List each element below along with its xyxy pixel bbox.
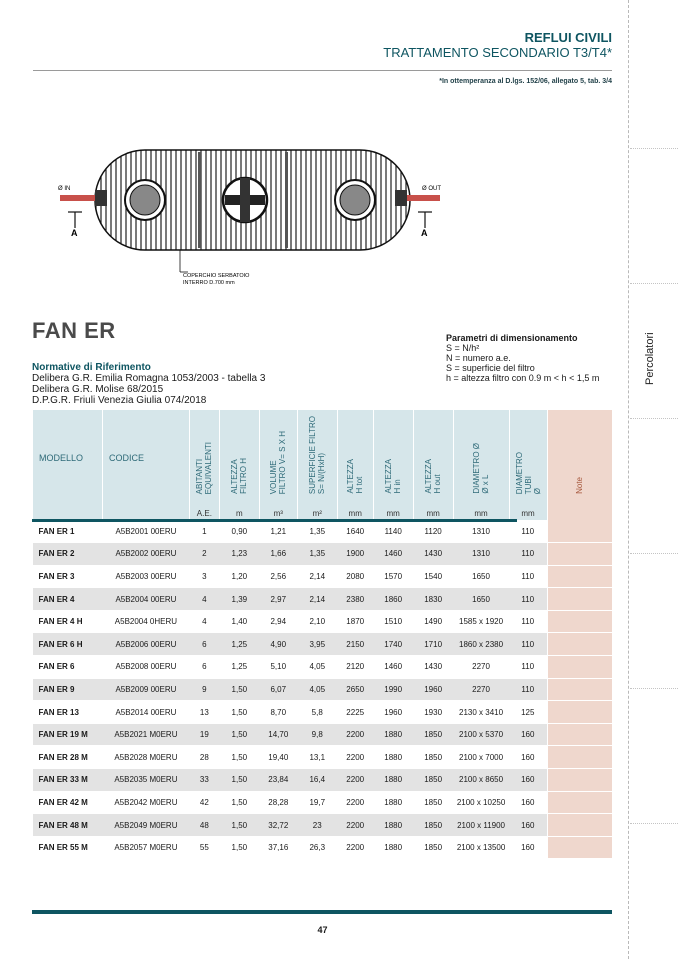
- value-cell: 1120: [413, 520, 453, 543]
- note-cell: [547, 814, 612, 837]
- col-header-model: MODELLO: [33, 410, 103, 506]
- col-header-filter-height: ALTEZZA FILTRO H: [219, 410, 259, 506]
- value-cell: 1,25: [219, 656, 259, 679]
- value-cell: 6: [189, 633, 219, 656]
- value-cell: 6: [189, 656, 219, 679]
- value-cell: 1930: [413, 701, 453, 724]
- code-cell: A5B2028 M0ERU: [102, 746, 189, 769]
- note-cell: [547, 633, 612, 656]
- table-row: [33, 588, 613, 611]
- value-cell: 2270: [453, 678, 509, 701]
- value-cell: 55: [189, 836, 219, 859]
- value-cell: 13,1: [297, 746, 337, 769]
- col-header-h-out: ALTEZZA H out: [413, 410, 453, 506]
- table-row: [33, 814, 613, 837]
- value-cell: 19,40: [259, 746, 297, 769]
- side-margin-line: [628, 0, 629, 959]
- value-cell: 1140: [373, 520, 413, 543]
- value-cell: 16,4: [297, 769, 337, 792]
- cover-depth-label: INTERRO D.700 mm: [183, 280, 235, 286]
- value-cell: 2200: [337, 836, 373, 859]
- value-cell: 1,35: [297, 543, 337, 566]
- note-cell: [547, 543, 612, 566]
- value-cell: 4: [189, 588, 219, 611]
- side-divider: [630, 553, 678, 554]
- value-cell: 1,50: [219, 678, 259, 701]
- section-subtitle: TRATTAMENTO SECONDARIO T3/T4*: [383, 45, 612, 60]
- col-header-inhabitants: ABITANTI EQUIVALENTI: [189, 410, 219, 506]
- value-cell: 1,66: [259, 543, 297, 566]
- value-cell: 1,35: [297, 520, 337, 543]
- value-cell: 42: [189, 791, 219, 814]
- value-cell: 4,05: [297, 656, 337, 679]
- value-cell: 4: [189, 610, 219, 633]
- value-cell: 2130 x 3410: [453, 701, 509, 724]
- value-cell: 2,10: [297, 610, 337, 633]
- value-cell: 13: [189, 701, 219, 724]
- value-cell: 1860 x 2380: [453, 633, 509, 656]
- col-header-volume: VOLUME FILTRO V= S X H: [259, 410, 297, 506]
- value-cell: 2200: [337, 814, 373, 837]
- table-row: [33, 633, 613, 656]
- value-cell: 1,39: [219, 588, 259, 611]
- table-row: [33, 610, 613, 633]
- section-label-right: A: [421, 228, 428, 238]
- value-cell: 28,28: [259, 791, 297, 814]
- value-cell: 160: [509, 791, 547, 814]
- code-cell: A5B2009 00ERU: [102, 678, 189, 701]
- section-title: REFLUI CIVILI: [524, 30, 612, 45]
- cover-label: COPERCHIO SERBATOIO: [183, 273, 250, 279]
- code-cell: A5B2014 00ERU: [102, 701, 189, 724]
- value-cell: 110: [509, 656, 547, 679]
- value-cell: 1960: [373, 701, 413, 724]
- unit-cell: m: [219, 506, 259, 520]
- value-cell: 8,70: [259, 701, 297, 724]
- value-cell: 2100 x 10250: [453, 791, 509, 814]
- specifications-table: [32, 410, 612, 859]
- unit-cell: [547, 506, 612, 520]
- value-cell: 2: [189, 543, 219, 566]
- code-cell: A5B2049 M0ERU: [102, 814, 189, 837]
- code-cell: A5B2004 0HERU: [102, 610, 189, 633]
- value-cell: 1,50: [219, 746, 259, 769]
- value-cell: 1570: [373, 565, 413, 588]
- unit-cell: mm: [509, 506, 547, 520]
- value-cell: 110: [509, 678, 547, 701]
- model-cell: FAN ER 55 M: [33, 836, 103, 859]
- value-cell: 110: [509, 543, 547, 566]
- central-manhole: [223, 178, 267, 222]
- col-header-note: Note: [547, 410, 612, 506]
- standards-title: Normative di Riferimento: [32, 362, 151, 373]
- value-cell: 1,50: [219, 723, 259, 746]
- value-cell: 1880: [373, 814, 413, 837]
- outlet-pipe: [395, 190, 440, 206]
- value-cell: 1540: [413, 565, 453, 588]
- value-cell: 1850: [413, 769, 453, 792]
- outlet-manhole: [335, 180, 375, 220]
- note-cell: [547, 520, 612, 543]
- value-cell: 26,3: [297, 836, 337, 859]
- value-cell: 33: [189, 769, 219, 792]
- unit-cell: m³: [259, 506, 297, 520]
- value-cell: 28: [189, 746, 219, 769]
- table-row: [33, 678, 613, 701]
- note-cell: [547, 769, 612, 792]
- code-cell: A5B2006 00ERU: [102, 633, 189, 656]
- value-cell: 2120: [337, 656, 373, 679]
- value-cell: 110: [509, 520, 547, 543]
- value-cell: 2100 x 8650: [453, 769, 509, 792]
- model-cell: FAN ER 28 M: [33, 746, 103, 769]
- value-cell: 1,40: [219, 610, 259, 633]
- model-cell: FAN ER 1: [33, 520, 103, 543]
- note-cell: [547, 746, 612, 769]
- value-cell: 160: [509, 746, 547, 769]
- side-divider: [630, 148, 678, 149]
- parameter-line: S = superficie del filtro: [446, 363, 535, 373]
- value-cell: 160: [509, 814, 547, 837]
- col-header-code: CODICE: [102, 410, 189, 506]
- value-cell: 1460: [373, 656, 413, 679]
- table-row: [33, 791, 613, 814]
- value-cell: 2200: [337, 746, 373, 769]
- value-cell: 110: [509, 588, 547, 611]
- value-cell: 1880: [373, 791, 413, 814]
- value-cell: 1310: [453, 520, 509, 543]
- unit-cell: mm: [337, 506, 373, 520]
- regulation-note: *In ottemperanza al D.lgs. 152/06, allegato 5, tab. 3/4: [439, 78, 612, 85]
- value-cell: 1850: [413, 814, 453, 837]
- model-cell: FAN ER 48 M: [33, 814, 103, 837]
- value-cell: 2100 x 7000: [453, 746, 509, 769]
- value-cell: 160: [509, 769, 547, 792]
- side-category-label: Percolatori: [644, 332, 656, 385]
- parameters-title: Parametri di dimensionamento: [446, 333, 578, 343]
- note-cell: [547, 678, 612, 701]
- value-cell: 1,50: [219, 836, 259, 859]
- table-header-bar: [32, 519, 517, 522]
- value-cell: 3: [189, 565, 219, 588]
- table-row: [33, 543, 613, 566]
- model-cell: FAN ER 19 M: [33, 723, 103, 746]
- model-cell: FAN ER 2: [33, 543, 103, 566]
- note-cell: [547, 723, 612, 746]
- value-cell: 19,7: [297, 791, 337, 814]
- value-cell: 2270: [453, 656, 509, 679]
- model-cell: FAN ER 9: [33, 678, 103, 701]
- code-cell: A5B2004 00ERU: [102, 588, 189, 611]
- parameter-line: h = altezza filtro con 0.9 m < h < 1,5 m: [446, 373, 600, 383]
- value-cell: 1,21: [259, 520, 297, 543]
- value-cell: 125: [509, 701, 547, 724]
- model-cell: FAN ER 33 M: [33, 769, 103, 792]
- value-cell: 160: [509, 836, 547, 859]
- col-header-surface: SUPERFICIE FILTRO S= N/(HxH): [297, 410, 337, 506]
- value-cell: 1880: [373, 746, 413, 769]
- value-cell: 1650: [453, 565, 509, 588]
- table-row: [33, 723, 613, 746]
- standard-line: D.P.G.R. Friuli Venezia Giulia 074/2018: [32, 395, 207, 406]
- page-number: 47: [317, 925, 328, 935]
- code-cell: A5B2003 00ERU: [102, 565, 189, 588]
- value-cell: 1850: [413, 746, 453, 769]
- unit-cell: A.E.: [189, 506, 219, 520]
- value-cell: 23: [297, 814, 337, 837]
- table-row: [33, 836, 613, 859]
- side-divider: [630, 418, 678, 419]
- code-cell: A5B2021 M0ERU: [102, 723, 189, 746]
- note-cell: [547, 836, 612, 859]
- parameter-line: N = numero a.e.: [446, 353, 511, 363]
- value-cell: 5,10: [259, 656, 297, 679]
- value-cell: 4,05: [297, 678, 337, 701]
- inlet-label: Ø IN: [58, 186, 71, 192]
- model-cell: FAN ER 4: [33, 588, 103, 611]
- standard-line: Delibera G.R. Emilia Romagna 1053/2003 - tabella 3: [32, 373, 266, 384]
- side-divider: [630, 823, 678, 824]
- value-cell: 1870: [337, 610, 373, 633]
- value-cell: 1860: [373, 588, 413, 611]
- code-cell: A5B2008 00ERU: [102, 656, 189, 679]
- unit-cell: mm: [453, 506, 509, 520]
- model-cell: FAN ER 6: [33, 656, 103, 679]
- note-cell: [547, 656, 612, 679]
- value-cell: 2225: [337, 701, 373, 724]
- value-cell: 2380: [337, 588, 373, 611]
- code-cell: A5B2002 00ERU: [102, 543, 189, 566]
- table-row: [33, 565, 613, 588]
- value-cell: 1510: [373, 610, 413, 633]
- col-header-pipe-diameter: DIAMETRO TUBI Ø: [509, 410, 547, 506]
- sizing-parameters: [446, 333, 599, 383]
- outlet-label: Ø OUT: [422, 186, 441, 192]
- value-cell: 2650: [337, 678, 373, 701]
- col-header-diameter: DIAMETRO Ø Ø x L: [453, 410, 509, 506]
- value-cell: 1710: [413, 633, 453, 656]
- unit-cell: mm: [373, 506, 413, 520]
- model-cell: FAN ER 4 H: [33, 610, 103, 633]
- value-cell: 1990: [373, 678, 413, 701]
- code-cell: A5B2001 00ERU: [102, 520, 189, 543]
- value-cell: 2,94: [259, 610, 297, 633]
- value-cell: 1310: [453, 543, 509, 566]
- model-cell: FAN ER 6 H: [33, 633, 103, 656]
- value-cell: 1960: [413, 678, 453, 701]
- value-cell: 23,84: [259, 769, 297, 792]
- value-cell: 160: [509, 723, 547, 746]
- value-cell: 2,97: [259, 588, 297, 611]
- value-cell: 110: [509, 565, 547, 588]
- standard-line: Delibera G.R. Molise 68/2015: [32, 384, 164, 395]
- note-cell: [547, 565, 612, 588]
- value-cell: 2,56: [259, 565, 297, 588]
- value-cell: 1,50: [219, 701, 259, 724]
- value-cell: 1430: [413, 656, 453, 679]
- value-cell: 1880: [373, 723, 413, 746]
- value-cell: 1,50: [219, 769, 259, 792]
- table-row: [33, 656, 613, 679]
- value-cell: 1850: [413, 836, 453, 859]
- value-cell: 2080: [337, 565, 373, 588]
- value-cell: 1490: [413, 610, 453, 633]
- side-divider: [630, 283, 678, 284]
- value-cell: 1830: [413, 588, 453, 611]
- section-label-left: A: [71, 228, 78, 238]
- value-cell: 2100 x 13500: [453, 836, 509, 859]
- value-cell: 1850: [413, 723, 453, 746]
- value-cell: 1430: [413, 543, 453, 566]
- value-cell: 2,14: [297, 588, 337, 611]
- value-cell: 9,8: [297, 723, 337, 746]
- value-cell: 5,8: [297, 701, 337, 724]
- code-cell: A5B2057 M0ERU: [102, 836, 189, 859]
- value-cell: 14,70: [259, 723, 297, 746]
- header-divider: [33, 70, 612, 71]
- value-cell: 2100 x 11900: [453, 814, 509, 837]
- model-cell: FAN ER 13: [33, 701, 103, 724]
- value-cell: 110: [509, 610, 547, 633]
- value-cell: 1880: [373, 836, 413, 859]
- code-cell: A5B2042 M0ERU: [102, 791, 189, 814]
- value-cell: 1460: [373, 543, 413, 566]
- value-cell: 4,90: [259, 633, 297, 656]
- table-row: [33, 520, 613, 543]
- note-cell: [547, 791, 612, 814]
- value-cell: 0,90: [219, 520, 259, 543]
- value-cell: 19: [189, 723, 219, 746]
- inlet-manhole: [125, 180, 165, 220]
- model-cell: FAN ER 42 M: [33, 791, 103, 814]
- reference-standards: [32, 362, 265, 406]
- unit-cell: [33, 506, 103, 520]
- parameter-line: S = N/h²: [446, 343, 480, 353]
- value-cell: 32,72: [259, 814, 297, 837]
- value-cell: 6,07: [259, 678, 297, 701]
- table-row: [33, 769, 613, 792]
- value-cell: 48: [189, 814, 219, 837]
- footer-bar: [32, 910, 612, 914]
- value-cell: 1,23: [219, 543, 259, 566]
- inlet-pipe: [60, 190, 107, 206]
- value-cell: 2200: [337, 791, 373, 814]
- value-cell: 2150: [337, 633, 373, 656]
- product-title: FAN ER: [32, 318, 116, 343]
- side-divider: [630, 688, 678, 689]
- table-row: [33, 701, 613, 724]
- table-row: [33, 746, 613, 769]
- col-header-h-tot: ALTEZZA H tot: [337, 410, 373, 506]
- value-cell: 1650: [453, 588, 509, 611]
- col-header-h-in: ALTEZZA H in: [373, 410, 413, 506]
- value-cell: 1: [189, 520, 219, 543]
- note-cell: [547, 701, 612, 724]
- value-cell: 1850: [413, 791, 453, 814]
- code-cell: A5B2035 M0ERU: [102, 769, 189, 792]
- model-cell: FAN ER 3: [33, 565, 103, 588]
- value-cell: 1900: [337, 543, 373, 566]
- value-cell: 2200: [337, 769, 373, 792]
- unit-cell: mm: [413, 506, 453, 520]
- unit-cell: m²: [297, 506, 337, 520]
- value-cell: 2100 x 5370: [453, 723, 509, 746]
- note-cell: [547, 588, 612, 611]
- unit-cell: [102, 506, 189, 520]
- value-cell: 1,20: [219, 565, 259, 588]
- tank-technical-drawing: [50, 140, 450, 295]
- value-cell: 1,50: [219, 791, 259, 814]
- value-cell: 1,25: [219, 633, 259, 656]
- value-cell: 1640: [337, 520, 373, 543]
- value-cell: 1740: [373, 633, 413, 656]
- value-cell: 37,16: [259, 836, 297, 859]
- value-cell: 2,14: [297, 565, 337, 588]
- value-cell: 1585 x 1920: [453, 610, 509, 633]
- value-cell: 9: [189, 678, 219, 701]
- value-cell: 3,95: [297, 633, 337, 656]
- value-cell: 110: [509, 633, 547, 656]
- note-cell: [547, 610, 612, 633]
- value-cell: 1,50: [219, 814, 259, 837]
- value-cell: 2200: [337, 723, 373, 746]
- value-cell: 1880: [373, 769, 413, 792]
